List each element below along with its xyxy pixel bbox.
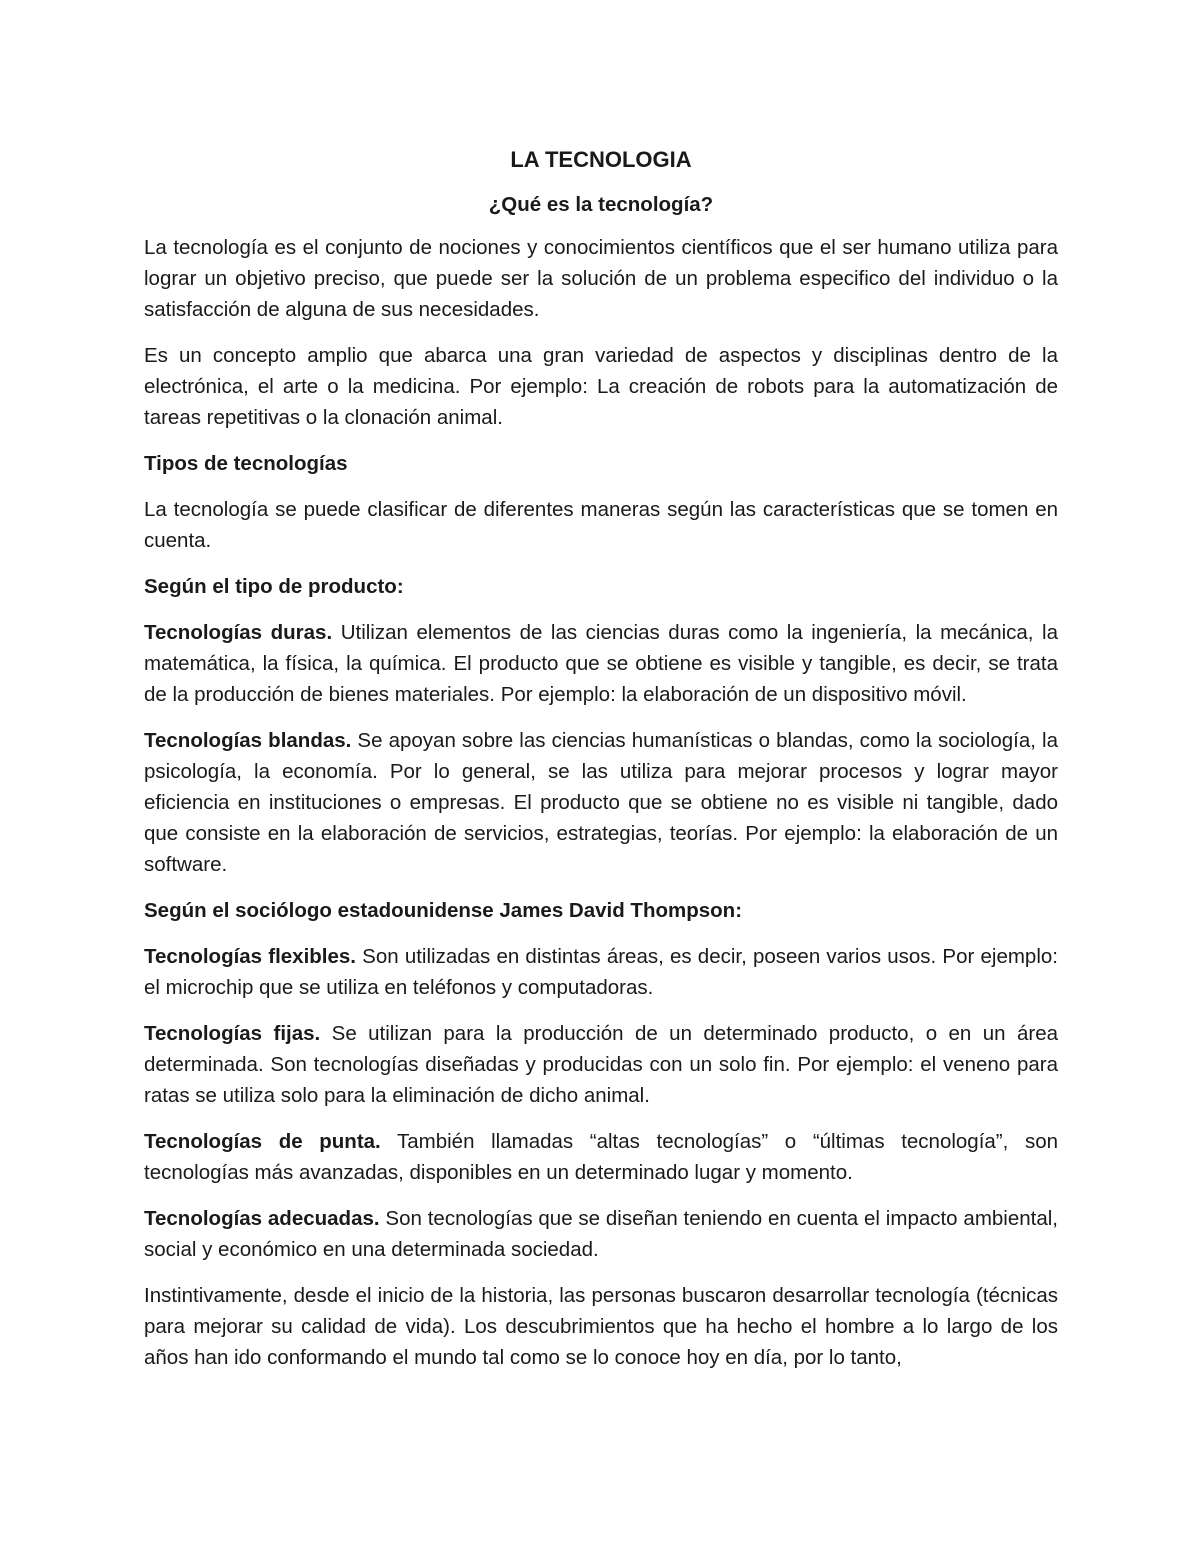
soft-tech-term: Tecnologías blandas. — [144, 729, 352, 752]
fixed-tech-term: Tecnologías fijas. — [144, 1022, 321, 1045]
cutting-edge-tech-term: Tecnologías de punta. — [144, 1130, 381, 1153]
hard-tech-paragraph — [144, 617, 1058, 710]
cutting-edge-tech-paragraph — [144, 1126, 1058, 1188]
soft-tech-text: Se apoyan sobre las ciencias humanísticas o blandas, como la sociología, la psicología, la economía. Por lo general, se las utiliza para mejorar procesos y lograr mayor eficiencia en instituciones o empresas. El producto que se obtiene no es visible ni tangible, dado que consiste en la elaboración de servicios, estrategias, teorías. Por ejemplo: la elaboración de un software. — [144, 729, 1058, 876]
hard-tech-text: Utilizan elementos de las ciencias duras como la ingeniería, la mecánica, la matemática, la física, la química. El producto que se obtiene es visible y tangible, es decir, se trata de la producción de bienes materiales. Por ejemplo: la elaboración de un dispositivo móvil. — [144, 621, 1058, 706]
intro-paragraph-1: La tecnología es el conjunto de nociones y conocimientos científicos que el ser humano utiliza para lograr un objetivo preciso, que puede ser la solución de un problema especifico del individuo o la satisfacción de alguna de sus necesidades. — [144, 236, 1058, 321]
types-intro-paragraph: La tecnología se puede clasificar de diferentes maneras según las características que se tomen en cuenta. — [144, 498, 1058, 552]
document-title: LA TECNOLOGIA — [510, 147, 692, 172]
closing-paragraph: Instintivamente, desde el inicio de la historia, las personas buscaron desarrollar tecnología (técnicas para mejorar su calidad de vida). Los descubrimientos que ha hecho el hombre a lo largo de los años han ido conformando el mundo tal como se lo conoce hoy en día, por lo tanto, — [144, 1284, 1058, 1369]
fixed-tech-text: Se utilizan para la producción de un determinado producto, o en un área determinada. Son tecnologías diseñadas y producidas con un solo fin. Por ejemplo: el veneno para ratas se utiliza solo para la eliminación de dicho animal. — [144, 1022, 1059, 1107]
fixed-tech-paragraph — [144, 1018, 1058, 1111]
appropriate-tech-paragraph — [144, 1203, 1058, 1265]
document-subtitle: ¿Qué es la tecnología? — [488, 193, 714, 216]
appropriate-tech-term: Tecnologías adecuadas. — [144, 1207, 380, 1230]
flexible-tech-term: Tecnologías flexibles. — [144, 945, 356, 968]
flexible-tech-paragraph — [144, 941, 1058, 1003]
flexible-tech-text: Son utilizadas en distintas áreas, es decir, poseen varios usos. Por ejemplo: el microchip que se utiliza en teléfonos y computadoras. — [144, 945, 1058, 999]
thompson-heading: Según el sociólogo estadounidense James David Thompson: — [144, 899, 743, 922]
hard-tech-term: Tecnologías duras. — [144, 621, 333, 644]
product-type-heading: Según el tipo de producto: — [144, 575, 404, 598]
appropriate-tech-text: Son tecnologías que se diseñan teniendo en cuenta el impacto ambiental, social y económico en una determinada sociedad. — [144, 1207, 1058, 1261]
soft-tech-paragraph — [144, 725, 1058, 880]
types-heading: Tipos de tecnologías — [144, 452, 348, 475]
intro-paragraph-2: Es un concepto amplio que abarca una gran variedad de aspectos y disciplinas dentro de la electrónica, el arte o la medicina. Por ejemplo: La creación de robots para la automatización de tareas repetitivas o la clonación animal. — [144, 344, 1058, 429]
cutting-edge-tech-text: También llamadas “altas tecnologías” o “últimas tecnología”, son tecnologías más avanzadas, disponibles en un determinado lugar y momento. — [144, 1130, 1059, 1184]
